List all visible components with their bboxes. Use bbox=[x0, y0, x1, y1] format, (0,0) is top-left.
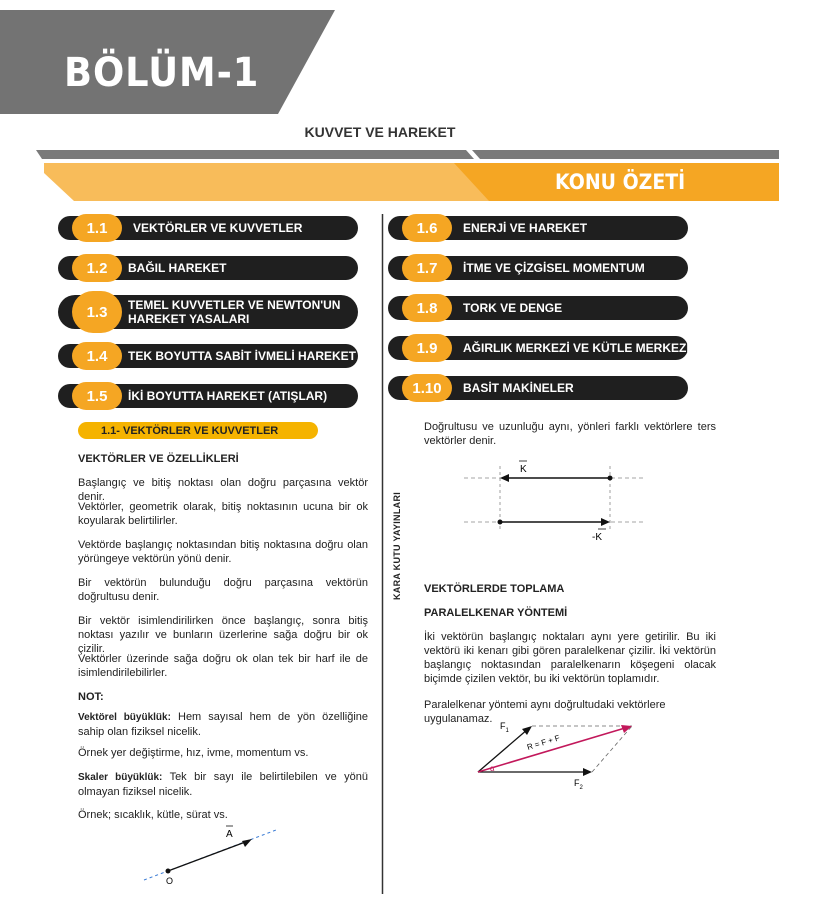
toc-number: 1.6 bbox=[402, 214, 452, 242]
toc-label: TEMEL KUVVETLER VE NEWTON'UN HAREKET YASALARI bbox=[128, 298, 341, 326]
toc-item-1-2[interactable] bbox=[58, 256, 358, 280]
vector-quantity-def bbox=[78, 710, 368, 739]
paragraph: İki vektörün başlangıç noktaları aynı yere getirilir. Bu iki vektörü iki kenarı gibi gören paralelkenar çizilir. İki vektörün başlangıç noktasından paralelkenarın köşegeni olacak biçimde çizilen vektör, bu iki vektörün toplamıdır. bbox=[424, 631, 716, 685]
toc-number: 1.5 bbox=[72, 382, 122, 410]
definition: Hem sayısal hem de yön özelliğine sahip olan fiziksel nicelik. bbox=[78, 711, 369, 738]
definition: Tek bir sayı ile belirtilebilen ve yönü olmayan fiziksel nicelik. bbox=[78, 771, 369, 798]
scalar-quantity-def bbox=[78, 770, 368, 799]
paragraph: Paralelkenar yöntemi aynı doğrultudaki vektörlere uygulanamaz. bbox=[424, 699, 666, 725]
toc-item-1-10[interactable] bbox=[388, 376, 688, 400]
paragraph: Vektörde başlangıç noktasından bitiş noktasına doğru olan yörüngeye vektörün yönü denir. bbox=[78, 539, 368, 565]
paragraph: Örnek; sıcaklık, kütle, sürat vs. bbox=[78, 809, 228, 821]
paragraph: Doğrultusu ve uzunluğu aynı, yönleri farklı vektörlere ters vektörler denir. bbox=[424, 421, 716, 447]
toc-number: 1.8 bbox=[402, 294, 452, 322]
opposite-vectors-figure bbox=[464, 456, 644, 546]
toc-label: BASİT MAKİNELER bbox=[463, 381, 574, 395]
paragraph: Örnek yer değiştirme, hız, ivme, momentum vs. bbox=[78, 747, 309, 759]
toc-label: TORK VE DENGE bbox=[463, 301, 563, 315]
paragraph: Bir vektör isimlendirilirken önce başlangıç, sonra bitiş noktası yazılır ve bunların üzerlerine sağa doğru bir ok çizilir. bbox=[78, 615, 368, 655]
note-label: NOT: bbox=[78, 691, 104, 703]
paragraph: Vektörler üzerinde sağa doğru ok olan tek bir harf ile de isimlendirilebilirler. bbox=[78, 653, 368, 679]
toc-item-1-8[interactable] bbox=[388, 296, 688, 320]
vector-label-f2: $F_2$ bbox=[574, 778, 583, 791]
toc-number: 1.1 bbox=[72, 214, 122, 242]
term: Skaler büyüklük: bbox=[78, 772, 163, 783]
toc-label: AĞIRLIK MERKEZİ VE KÜTLE MERKEZİ bbox=[463, 341, 690, 355]
paragraph: Vektörler, geometrik olarak, bitiş noktasının ucuna bir ok koyularak belirtilirler. bbox=[78, 501, 368, 527]
parallelogram-figure bbox=[470, 712, 650, 792]
vector-label-a: A bbox=[226, 829, 233, 840]
toc-label: İTME VE ÇİZGİSEL MOMENTUM bbox=[463, 261, 645, 275]
heading-vector-addition: VEKTÖRLERDE TOPLAMA bbox=[424, 583, 565, 595]
toc-number: 1.4 bbox=[72, 342, 122, 370]
vector-figure bbox=[140, 820, 280, 890]
section-title: KUVVET VE HAREKET bbox=[304, 124, 456, 140]
angle-label: α bbox=[490, 764, 495, 773]
toc-item-1-6[interactable] bbox=[388, 216, 688, 240]
toc-number: 1.2 bbox=[72, 254, 122, 282]
paragraph: Başlangıç ve bitiş noktası olan doğru parçasına vektör denir. bbox=[78, 477, 368, 503]
toc-label: VEKTÖRLER VE KUVVETLER bbox=[133, 221, 303, 235]
vector-label-neg-k: -K bbox=[592, 532, 602, 543]
heading-parallelogram: PARALELKENAR YÖNTEMİ bbox=[424, 607, 568, 619]
toc-number: 1.10 bbox=[402, 374, 452, 402]
sub-heading: 1.1- VEKTÖRLER VE KUVVETLER bbox=[101, 425, 279, 437]
toc-number: 1.7 bbox=[402, 254, 452, 282]
toc-label: BAĞIL HAREKET bbox=[128, 261, 227, 275]
term: Vektörel büyüklük: bbox=[78, 712, 171, 723]
summary-title: KONU ÖZETİ bbox=[555, 170, 686, 194]
toc-number: 1.3 bbox=[72, 291, 122, 333]
origin-label: O bbox=[166, 876, 174, 886]
toc-label: İKİ BOYUTTA HAREKET (ATIŞLAR) bbox=[128, 389, 328, 403]
toc-item-1-4[interactable] bbox=[58, 344, 358, 368]
heading-vector-properties: VEKTÖRLER VE ÖZELLİKLERİ bbox=[78, 453, 239, 465]
toc-label: ENERJİ VE HAREKET bbox=[463, 221, 588, 235]
publisher-label: KARA KUTU YAYINLARI bbox=[392, 491, 402, 600]
chapter-title: BÖLÜM-1 bbox=[64, 50, 260, 96]
toc-item-1-5[interactable] bbox=[58, 384, 358, 408]
paragraph: Bir vektörün bulunduğu doğru parçasına vektörün doğrultusu denir. bbox=[78, 577, 368, 603]
toc-item-1-3[interactable] bbox=[58, 295, 358, 329]
toc-label: TEK BOYUTTA SABİT İVMELİ HAREKET bbox=[128, 349, 356, 363]
gray-rule bbox=[36, 150, 779, 159]
toc-item-1-9[interactable] bbox=[388, 336, 688, 360]
toc-item-1-7[interactable] bbox=[388, 256, 688, 280]
toc-number: 1.9 bbox=[402, 334, 452, 362]
toc-item-1-1[interactable] bbox=[58, 216, 358, 240]
vector-label-k: K bbox=[520, 464, 527, 475]
vector-label-f1: $F_1$ bbox=[500, 721, 509, 734]
column-divider bbox=[381, 214, 384, 894]
resultant-label: R = F + F bbox=[525, 733, 561, 752]
